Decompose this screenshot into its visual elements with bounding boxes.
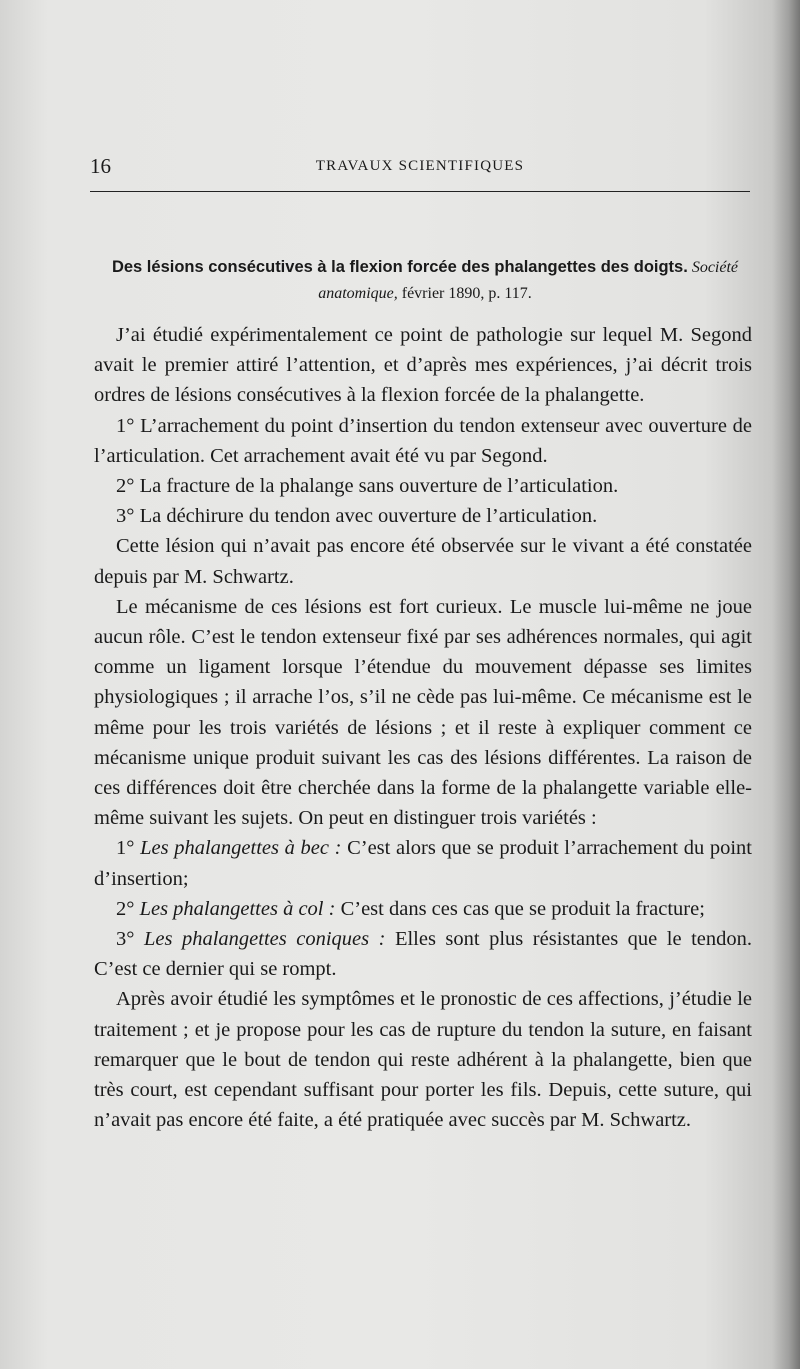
paragraph: 3° La déchirure du tendon avec ouverture de l’articulation. [116, 505, 598, 528]
variety-name: Les phalangettes coniques : [143, 928, 386, 951]
list-number: 1° [116, 837, 135, 860]
body-text [94, 320, 752, 1135]
variety-name: Les phalangettes à bec : [140, 837, 342, 860]
page-header [90, 150, 750, 180]
journal-name: Société anatomique, [318, 259, 739, 302]
binding-shadow [772, 0, 800, 1369]
paragraph: J’ai étudié expérimentalement ce point de pathologie sur lequel M. Segond avait le premier attiré l’attention, et d’après mes expériences, j’ai décrit trois ordres de lésions consécutives à la flexion forcée de la phalangette. [94, 324, 752, 407]
variety-text: Elles sont plus résistantes que le tendon. C’est ce dernier qui se rompt. [94, 928, 753, 981]
variety-text: C’est dans ces cas que se produit la fracture; [340, 897, 705, 920]
variety-text: C’est alors que se produit l’arrachement du point d’insertion; [94, 837, 753, 890]
citation-date: février 1890, p. 117. [401, 285, 532, 302]
paragraph: Après avoir étudié les symptômes et le pronostic de ces affections, j’étudie le traitement ; et je propose pour les cas de rupture du tendon la suture, en faisant remarquer que le bout de tendon qui reste adhérent à la phalangette, bien que très court, est cependant suffisant pour porter les fils. Depuis, cette suture, qui n’avait pas encore été faite, a été pratiquée avec succès par M. Schwartz. [94, 988, 752, 1132]
paragraph: Cette lésion qui n’avait pas encore été observée sur le vivant a été constatée depuis par M. Schwartz. [94, 535, 752, 588]
article-heading [110, 254, 740, 307]
variety-name: Les phalangettes à col : [139, 897, 336, 920]
page-number: 16 [90, 154, 111, 178]
header-rule [90, 191, 750, 192]
paragraph: 1° L’arrachement du point d’insertion du tendon extenseur avec ouverture de l’articulation. Cet arrachement avait été vu par Segond. [94, 414, 752, 467]
paragraph: 2° La fracture de la phalange sans ouverture de l’articulation. [116, 475, 619, 498]
paragraph [94, 833, 752, 893]
paragraph [94, 894, 752, 924]
paragraph [94, 924, 752, 984]
paragraph: Le mécanisme de ces lésions est fort curieux. Le muscle lui-même ne joue aucun rôle. C’est le tendon extenseur fixé par ses adhérences normales, qui agit comme un ligament lorsque l’étendue du mouvement dépasse ses limites physiologiques ; il arrache l’os, s’il ne cède pas lui-même. Ce mécanisme est le même pour les trois variétés de lésions ; et il reste à expliquer comment ce mécanisme unique produit suivant les cas des lésions différentes. La raison de ces différences doit être cherchée dans la forme de la phalangette variable elle-même suivant les sujets. On peut en distinguer trois variétés : [94, 595, 752, 830]
running-head: TRAVAUX SCIENTIFIQUES [315, 158, 525, 174]
list-number: 3° [116, 928, 135, 951]
list-number: 2° [116, 897, 135, 920]
article-title: Des lésions consécutives à la flexion forcée des phalangettes des doigts. [111, 258, 688, 276]
